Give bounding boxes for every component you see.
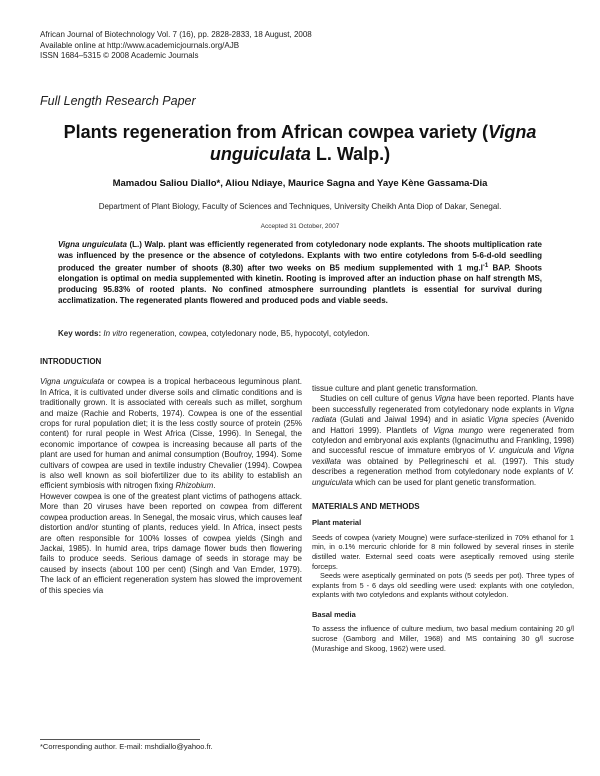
rp1-b: have been reported. Plants have been successfully regenerated from cotyledonary node explants in [312, 394, 574, 414]
rp1-i1: Vigna [434, 394, 456, 404]
keywords-label: Key words: [58, 329, 102, 338]
title-line1: Plants regeneration from African cowpea variety ( [63, 122, 489, 142]
plant-material-paragraph-1: Seeds of cowpea (variety Mougne) were surface-sterilized in 70% ethanol for 1 min, in o.1% mercuric chloride for 8 min followed by several rinses in sterile distilled water. External seed coats were aseptically removed using sterile forceps. [312, 532, 574, 571]
right-paragraph-1 [312, 394, 574, 488]
rp1-i5: V. unguicula [488, 446, 534, 456]
rp1-e: were regenerated from cotyledon and embryonal axis explants (Ignacimuthu and Frankling, 1998) and successful rescue of immature embryos of [312, 425, 575, 456]
rp1-i7: V. unguiculata [312, 467, 574, 487]
rp1-c: (Gulati and Jaiwal 1994) and in asiatic [336, 415, 488, 425]
accepted-date: Accepted 31 October, 2007 [260, 223, 340, 230]
right-column [312, 384, 574, 653]
journal-header [40, 30, 312, 62]
rp1-i4: Vigna mungo [433, 425, 483, 435]
left-column [40, 357, 302, 596]
intro-text-1b: . [213, 481, 216, 491]
rp1-f: and [533, 446, 554, 456]
rp1-g: was obtained by Pellegrineschi et al. (1997). This study describes a regeneration method from cotyledonary node explants of [312, 456, 574, 477]
intro-species: Vigna unguiculata [40, 377, 105, 387]
keywords-italic: In vitro [103, 329, 128, 338]
basal-media-paragraph: To assess the influence of culture medium, two basal medium containing 20 g/l sucrose (Gamborg and Miller, 1968) and MS containing 30 g/l sucrose (Murashige and Skoog, 1962) were used. [312, 624, 574, 653]
title-species: unguiculata [209, 144, 311, 164]
rp1-d: (Avenido and Hattori 1999). Plantlets of [312, 415, 574, 435]
corresponding-author-footnote: *Corresponding author. E-mail: mshdiallo@yahoo.fr. [40, 742, 213, 751]
intro-rhizobium: Rhizobium [175, 481, 214, 491]
footnote-rule [40, 739, 200, 740]
abstract-species: Vigna unguiculata [58, 240, 127, 249]
journal-citation: African Journal of Biotechnology Vol. 7 (16), pp. 2828-2833, 18 August, 2008 [40, 30, 312, 39]
intro-paragraph-2: However cowpea is one of the greatest plant victims of pathogens attack. More than 20 viruses have been reported on cowpea from different cowpea production areas. In Senegal, the mosaic virus, which causes leaf distortion and/or stunting of plants, reduces yield. In Africa, insect pests are often responsible for 100% losses of cowpea yields (Singh and Jackai, 1985). In humid area, trips damage flower buds then flowering fails to produce seeds. Serious damage of seeds in storage may be caused by insects (about 100 per cent) (Singh and Van Emder, 1979). The lack of an efficient regeneration system has slowed the improvement of this species via [40, 491, 302, 595]
intro-paragraph-1 [40, 377, 302, 491]
abstract-text-2: BAP. Shoots elongation is optimal on media supplemented with kinetin. Rooting is improved after an induction phase on half strength MS, producing 95.83% of rooted plants. No confined atmosphere surrounding plantlets is essential for survival during acclimatization. The regenerated plants flowered and produced pods and viable seeds. [58, 263, 542, 305]
title-genus: Vigna [488, 122, 537, 142]
plant-material-heading: Plant material [312, 518, 362, 528]
basal-media-heading: Basal media [312, 610, 356, 620]
rp1-h: which can be used for plant genetic transformation. [352, 477, 537, 487]
keywords-list: regeneration, cowpea, cotyledonary node, B5, hypocotyl, cotyledon. [127, 329, 370, 338]
abstract-text-1: (L.) Walp. plant was efficiently regenerated from cotyledonary node explants. The shoots multiplication rate was influenced by the presence or the absence of cotyledons. Explants with two entire cotyledons from 5-6-d-old seedling produced the greater number of shoots (8.30) after two weeks on B5 medium supplemented with 1 mg.l [58, 240, 542, 273]
affiliation: Department of Plant Biology, Faculty of Sciences and Techniques, University Cheikh Anta Diop of Dakar, Senegal. [98, 202, 502, 211]
rp1-i6: Vigna vexillata [312, 446, 574, 466]
title-line2: L. Walp.) [310, 144, 391, 164]
journal-url-line: Available online at http://www.academicjournals.org/AJB [40, 40, 240, 50]
intro-heading: INTRODUCTION [40, 357, 102, 366]
keywords [58, 329, 542, 338]
paper-type: Full Length Research Paper [40, 94, 196, 108]
right-paragraph-0: tissue culture and plant genetic transformation. [312, 384, 478, 393]
paper-title [30, 121, 570, 165]
author-list: Mamadou Saliou Diallo*, Aliou Ndiaye, Maurice Sagna and Yaye Kène Gassama-Dia [112, 178, 488, 189]
plant-material-paragraph-2: Seeds were aseptically germinated on pots (5 seeds per pot). Three types of explants from 5 - 6 days old seedling were used: explants with one cotyledon, explants with two cotyledons and explants without cotyledon. [312, 571, 574, 600]
intro-text-1a: or cowpea is a tropical herbaceous leguminous plant. In Africa, it is cultivated under diverse soils and climatic conditions and is traditionally grown. It is associated with cereals such as millet, sorghum and maize (Rachie and Roberts, 1974). Cowpea is one of the essential crops for rural population diet; it is the less costly source of protein (25% content) for rural people in West Africa (Cisse, 1996). In Senegal, the economic importance of cowpea is increasing because all parts of the plant are used for human and animal consumption (Boufroy, 1994). Some cultivars of cowpea are used in textile industry Chevalier (1994). Cowpea is also well known as soil biofertilizer due to its ability to establish an efficient symbiosis with nitrogen fixing [40, 377, 302, 491]
rp1-i2: Vigna radiata [312, 404, 574, 425]
journal-issn: ISSN 1684–5315 © 2008 Academic Journals [40, 51, 199, 60]
abstract-superscript: -1 [482, 263, 489, 270]
methods-heading: MATERIALS AND METHODS [312, 502, 420, 512]
rp1-i3: Vigna species [487, 415, 539, 425]
abstract [58, 240, 542, 306]
rp1-a: Studies on cell culture of genus [320, 394, 435, 404]
